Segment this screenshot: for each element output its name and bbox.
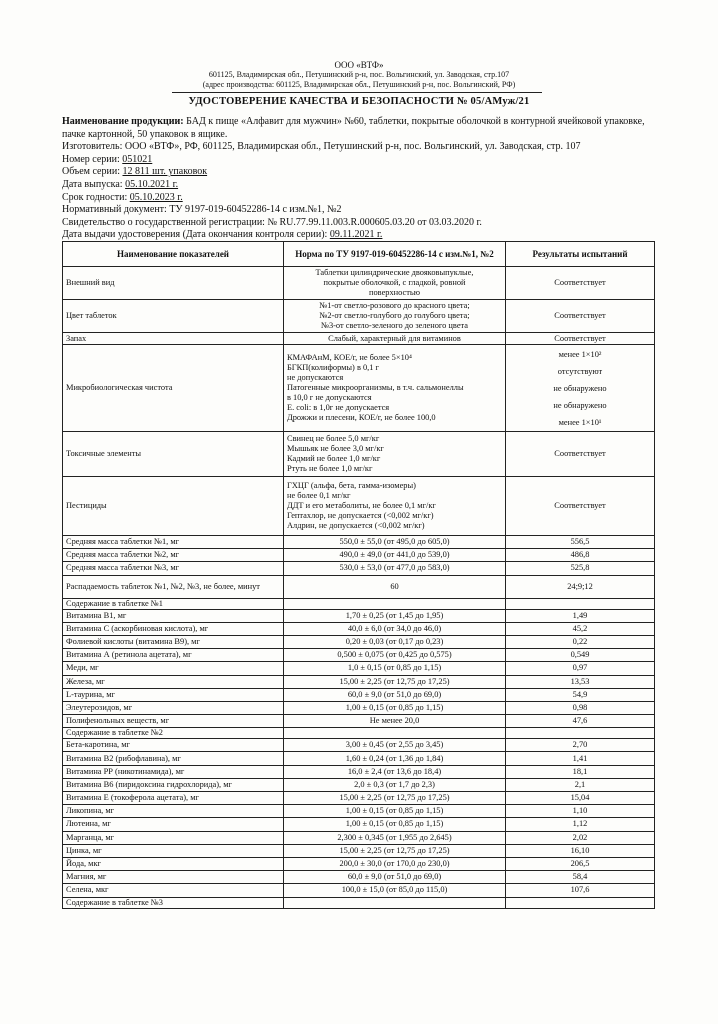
header-result: Результаты испытаний [506, 242, 655, 267]
row-name: Витамина В6 (пиридоксина гидрохлорида), мг [63, 778, 284, 791]
row-name: Бета-каротина, мг [63, 739, 284, 752]
row-name: Цвет таблеток [63, 300, 284, 333]
tablet2-rows [63, 739, 655, 897]
row-norm: 2,0 ± 0,3 (от 1,7 до 2,3) [284, 778, 506, 791]
row-result: 45,2 [506, 622, 655, 635]
row-result: 58,4 [506, 871, 655, 884]
table-row [63, 701, 655, 714]
row-name: Элеутерозидов, мг [63, 701, 284, 714]
table-row [63, 765, 655, 778]
row-result: 0,22 [506, 635, 655, 648]
table-row [63, 300, 655, 333]
row-norm: 2,300 ± 0,345 (от 1,955 до 2,645) [284, 831, 506, 844]
table-row [63, 333, 655, 345]
norm-line: поверхностью [369, 288, 420, 297]
row-norm [284, 432, 506, 477]
row-norm: 40,0 ± 6,0 (от 34,0 до 46,0) [284, 622, 506, 635]
table-row [63, 884, 655, 897]
section-title: Содержание в таблетке №2 [63, 728, 284, 739]
table-row [63, 675, 655, 688]
row-name: Йода, мкг [63, 857, 284, 870]
row-result: 1,10 [506, 805, 655, 818]
norm-line: №1-от светло-розового до красного цвета; [319, 301, 470, 310]
row-result: 486,8 [506, 549, 655, 562]
norm-line: Алдрин, не допускается (<0,002 мг/кг) [287, 521, 425, 530]
row-norm [284, 345, 506, 432]
row-norm: 1,70 ± 0,25 (от 1,45 до 1,95) [284, 609, 506, 622]
row-result: Соответствует [506, 432, 655, 477]
row-result: 206,5 [506, 857, 655, 870]
product-label: Наименование продукции: [62, 116, 184, 127]
registration-line [62, 217, 652, 230]
row-norm: 16,0 ± 2,4 (от 13,6 до 18,4) [284, 765, 506, 778]
row-norm: Не менее 20,0 [284, 715, 506, 728]
row-norm: 15,00 ± 2,25 (от 12,75 до 17,25) [284, 675, 506, 688]
row-name: L-таурина, мг [63, 688, 284, 701]
batch-number: 051021 [122, 153, 153, 165]
row-result: 1,12 [506, 818, 655, 831]
table-row [63, 739, 655, 752]
registration-number: № RU.77.99.11.003.R.000605.03.20 от 03.03.2020 г. [267, 216, 482, 228]
row-norm: 1,00 ± 0,15 (от 0,85 до 1,15) [284, 805, 506, 818]
norm-line: БГКП(колиформы) в 0,1 г [287, 363, 379, 372]
norm-line: E. coli: в 1,0г не допускается [287, 403, 390, 412]
row-result: 556,5 [506, 536, 655, 549]
row-name: Витамина В1, мг [63, 609, 284, 622]
section-title: Содержание в таблетке №3 [63, 897, 284, 908]
result-line: отсутствуют [557, 366, 603, 376]
table-row [63, 549, 655, 562]
row-result: 18,1 [506, 765, 655, 778]
row-norm: 15,00 ± 2,25 (от 12,75 до 17,25) [284, 792, 506, 805]
row-norm: 60 [284, 575, 506, 598]
row-norm [284, 300, 506, 333]
manufacturer: ООО «ВТФ», РФ, 601125, Владимирская обл., Петушинский р-н, пос. Вольгинский, ул. Заводская, стр. 107 [122, 141, 581, 153]
row-norm: 15,00 ± 2,25 (от 12,75 до 17,25) [284, 844, 506, 857]
result-line: менее 1×10² [558, 349, 602, 359]
row-name: Фолиевой кислоты (витамина В9), мг [63, 635, 284, 648]
row-name: Цинка, мг [63, 844, 284, 857]
norm-line: ДДТ и его метаболиты, не более 0,1 мг/кг [287, 501, 436, 510]
row-result: Соответствует [506, 333, 655, 345]
header-divider [172, 92, 542, 93]
row-name: Внешний вид [63, 267, 284, 300]
release-line [62, 179, 652, 192]
row-result: 47,6 [506, 715, 655, 728]
row-result: 54,9 [506, 688, 655, 701]
row-result: 107,6 [506, 884, 655, 897]
table-row [63, 857, 655, 870]
row-name: Магния, мг [63, 871, 284, 884]
row-result: 0,97 [506, 662, 655, 675]
norm-line: Гептахлор, не допускается (<0,002 мг/кг) [287, 511, 434, 520]
row-norm [284, 477, 506, 536]
row-norm [284, 267, 506, 300]
row-norm: 100,0 ± 15,0 (от 85,0 до 115,0) [284, 884, 506, 897]
row-result: 0,98 [506, 701, 655, 714]
row-result: 2,1 [506, 778, 655, 791]
row-norm: 530,0 ± 53,0 (от 477,0 до 583,0) [284, 562, 506, 575]
production-address: (адрес производства: 601125, Владимирская обл., Петушинский р-н, пос. Вольгинский, РФ) [202, 80, 516, 89]
product-text: БАД к пище «Алфавит для мужчин» №60, таблетки, покрытые оболочкой в контурной ячейковой упаковке, пачке картонной, 50 упаковок в ящике. [62, 116, 645, 140]
table-row [63, 818, 655, 831]
norm-line: Патогенные микроорганизмы, в т.ч. сальмонеллы [287, 383, 464, 392]
row-name: Ликопина, мг [63, 805, 284, 818]
issue-date: 09.11.2021 г. [329, 229, 383, 241]
row-norm: 0,500 ± 0,075 (от 0,425 до 0,575) [284, 649, 506, 662]
expiry-label: Срок годности: [62, 191, 128, 203]
row-name: Лютеина, мг [63, 818, 284, 831]
norm-line: Кадмий не более 1,0 мг/кг [287, 454, 381, 463]
table-row [63, 792, 655, 805]
row-result: 13,53 [506, 675, 655, 688]
row-result: 2,02 [506, 831, 655, 844]
batch-volume: 12 811 шт. упаковок [122, 166, 208, 178]
org-name: ООО «ВТФ» [334, 60, 384, 70]
row-norm: 1,60 ± 0,24 (от 1,36 до 1,84) [284, 752, 506, 765]
empty-cell [506, 897, 655, 908]
table-row [63, 805, 655, 818]
row-result: Соответствует [506, 267, 655, 300]
table-row [63, 609, 655, 622]
row-name: Меди, мг [63, 662, 284, 675]
norm-line: Свинец не более 5,0 мг/кг [287, 434, 380, 443]
release-date: 05.10.2021 г. [125, 178, 179, 190]
norm-line: КМАФАнМ, КОЕ/г, не более 5×10⁴ [287, 353, 412, 362]
row-result: 24;9;12 [506, 575, 655, 598]
norm-line: Дрожжи и плесени, КОЕ/г, не более 100,0 [287, 413, 436, 422]
row-name: Полифенольных веществ, мг [63, 715, 284, 728]
manufacturer-line [62, 141, 652, 154]
row-name: Токсичные элементы [63, 432, 284, 477]
row-result: 16,10 [506, 844, 655, 857]
section-row [63, 728, 655, 739]
row-norm: 550,0 ± 55,0 (от 495,0 до 605,0) [284, 536, 506, 549]
norm-line: Мышьяк не более 3,0 мг/кг [287, 444, 384, 453]
document-title: УДОСТОВЕРЕНИЕ КАЧЕСТВА И БЕЗОПАСНОСТИ № 05/АМуж/21 [188, 96, 530, 107]
norm-line: не более 0,1 мг/кг [287, 491, 351, 500]
row-result: 2,70 [506, 739, 655, 752]
row-result: Соответствует [506, 477, 655, 536]
norm-line: №3-от светло-зеленого до зеленого цвета [320, 321, 469, 330]
norm-line: покрытые оболочкой, с гладкой, ровной [323, 278, 466, 287]
norm-line: не допускаются [287, 373, 344, 382]
norm-line: №2-от светло-голубого до голубого цвета; [319, 311, 470, 320]
row-result: 525,8 [506, 562, 655, 575]
row-result [506, 345, 655, 432]
row-result: 1,49 [506, 609, 655, 622]
row-name: Средняя масса таблетки №1, мг [63, 536, 284, 549]
norm-line: ГХЦГ (альфа, бета, гамма-изомеры) [287, 481, 416, 490]
row-result: 0,549 [506, 649, 655, 662]
row-norm: 1,00 ± 0,15 (от 0,85 до 1,15) [284, 701, 506, 714]
row-name: Витамина РР (никотинамида), мг [63, 765, 284, 778]
section-row [63, 897, 655, 908]
row-norm: 490,0 ± 49,0 (от 441,0 до 539,0) [284, 549, 506, 562]
row-norm: 1,00 ± 0,15 (от 0,85 до 1,15) [284, 818, 506, 831]
empty-cell [506, 728, 655, 739]
result-line: менее 1×10¹ [558, 417, 602, 427]
row-name: Железа, мг [63, 675, 284, 688]
table-row [63, 649, 655, 662]
quality-table [62, 241, 655, 909]
table-row [63, 477, 655, 536]
table-row [63, 562, 655, 575]
empty-cell [284, 728, 506, 739]
row-norm: 3,00 ± 0,45 (от 2,55 до 3,45) [284, 739, 506, 752]
table-row [63, 778, 655, 791]
row-result: Соответствует [506, 300, 655, 333]
result-line: не обнаружено [553, 400, 607, 410]
org-address: 601125, Владимирская обл., Петушинский р-н, пос. Вольгинский, ул. Заводская, стр.107 [208, 70, 510, 79]
section-row [63, 598, 655, 609]
norm-line: в 10,0 г не допускаются [287, 393, 372, 402]
volume-line [62, 166, 652, 179]
row-name: Запах [63, 333, 284, 345]
table-row [63, 432, 655, 477]
product-line [62, 116, 652, 141]
expiry-date: 05.10.2023 г. [129, 191, 183, 203]
empty-cell [284, 598, 506, 609]
row-name: Витамина А (ретинола ацетата), мг [63, 649, 284, 662]
table-header-row [63, 242, 655, 267]
tablet1-rows [63, 609, 655, 728]
table-row [63, 536, 655, 549]
manufacturer-label: Изготовитель: [62, 141, 123, 153]
result-line: не обнаружено [553, 383, 607, 393]
row-norm: 60,0 ± 9,0 (от 51,0 до 69,0) [284, 871, 506, 884]
normative-doc: Нормативный документ: ТУ 9197-019-60452286-14 с изм.№1, №2 [62, 204, 342, 216]
row-name: Марганца, мг [63, 831, 284, 844]
row-norm: 200,0 ± 30,0 (от 170,0 до 230,0) [284, 857, 506, 870]
row-name: Микробиологическая чистота [63, 345, 284, 432]
norm-line: Ртуть не более 1,0 мг/кг [287, 464, 373, 473]
release-label: Дата выпуска: [62, 178, 123, 190]
table-row [63, 622, 655, 635]
row-name: Средняя масса таблетки №2, мг [63, 549, 284, 562]
product-info [62, 116, 652, 242]
registration-label: Свидетельство о государственной регистрации: [62, 216, 268, 228]
table-row [63, 662, 655, 675]
row-result: 1,41 [506, 752, 655, 765]
row-name: Витамина В2 (рибофлавина), мг [63, 752, 284, 765]
issue-label: Дата выдачи удостоверения (Дата окончания контроля серии): [62, 229, 328, 241]
row-name: Распадаемость таблеток №1, №2, №3, не более, минут [63, 575, 284, 598]
table-row [63, 688, 655, 701]
row-name: Витамина Е (токоферола ацетата), мг [63, 792, 284, 805]
table-row [63, 752, 655, 765]
empty-cell [506, 598, 655, 609]
header-norm: Норма по ТУ 9197-019-60452286-14 с изм.№1, №2 [284, 242, 506, 267]
expiry-line [62, 192, 652, 205]
table-row [63, 871, 655, 884]
row-norm: 1,0 ± 0,15 (от 0,85 до 1,15) [284, 662, 506, 675]
mass-rows [63, 536, 655, 576]
table-row [63, 267, 655, 300]
norm-line: Таблетки цилиндрические двояковыпуклые, [315, 268, 474, 277]
batch-label: Номер серии: [62, 153, 120, 165]
volume-label: Объем серии: [62, 166, 120, 178]
row-norm: 60,0 ± 9,0 (от 51,0 до 69,0) [284, 688, 506, 701]
table-row [63, 831, 655, 844]
row-name: Пестициды [63, 477, 284, 536]
table-row [63, 575, 655, 598]
table-row [63, 844, 655, 857]
batch-line [62, 154, 652, 167]
header-indicator: Наименование показателей [63, 242, 284, 267]
section-title: Содержание в таблетке №1 [63, 598, 284, 609]
table-row [63, 635, 655, 648]
row-name: Витамина С (аскорбиновая кислота), мг [63, 622, 284, 635]
row-name: Селена, мкг [63, 884, 284, 897]
empty-cell [284, 897, 506, 908]
row-norm: 0,20 ± 0,03 (от 0,17 до 0,23) [284, 635, 506, 648]
row-name: Средняя масса таблетки №3, мг [63, 562, 284, 575]
row-norm: Слабый, характерный для витаминов [284, 333, 506, 345]
table-row [63, 345, 655, 432]
table-row [63, 715, 655, 728]
row-result: 15,04 [506, 792, 655, 805]
